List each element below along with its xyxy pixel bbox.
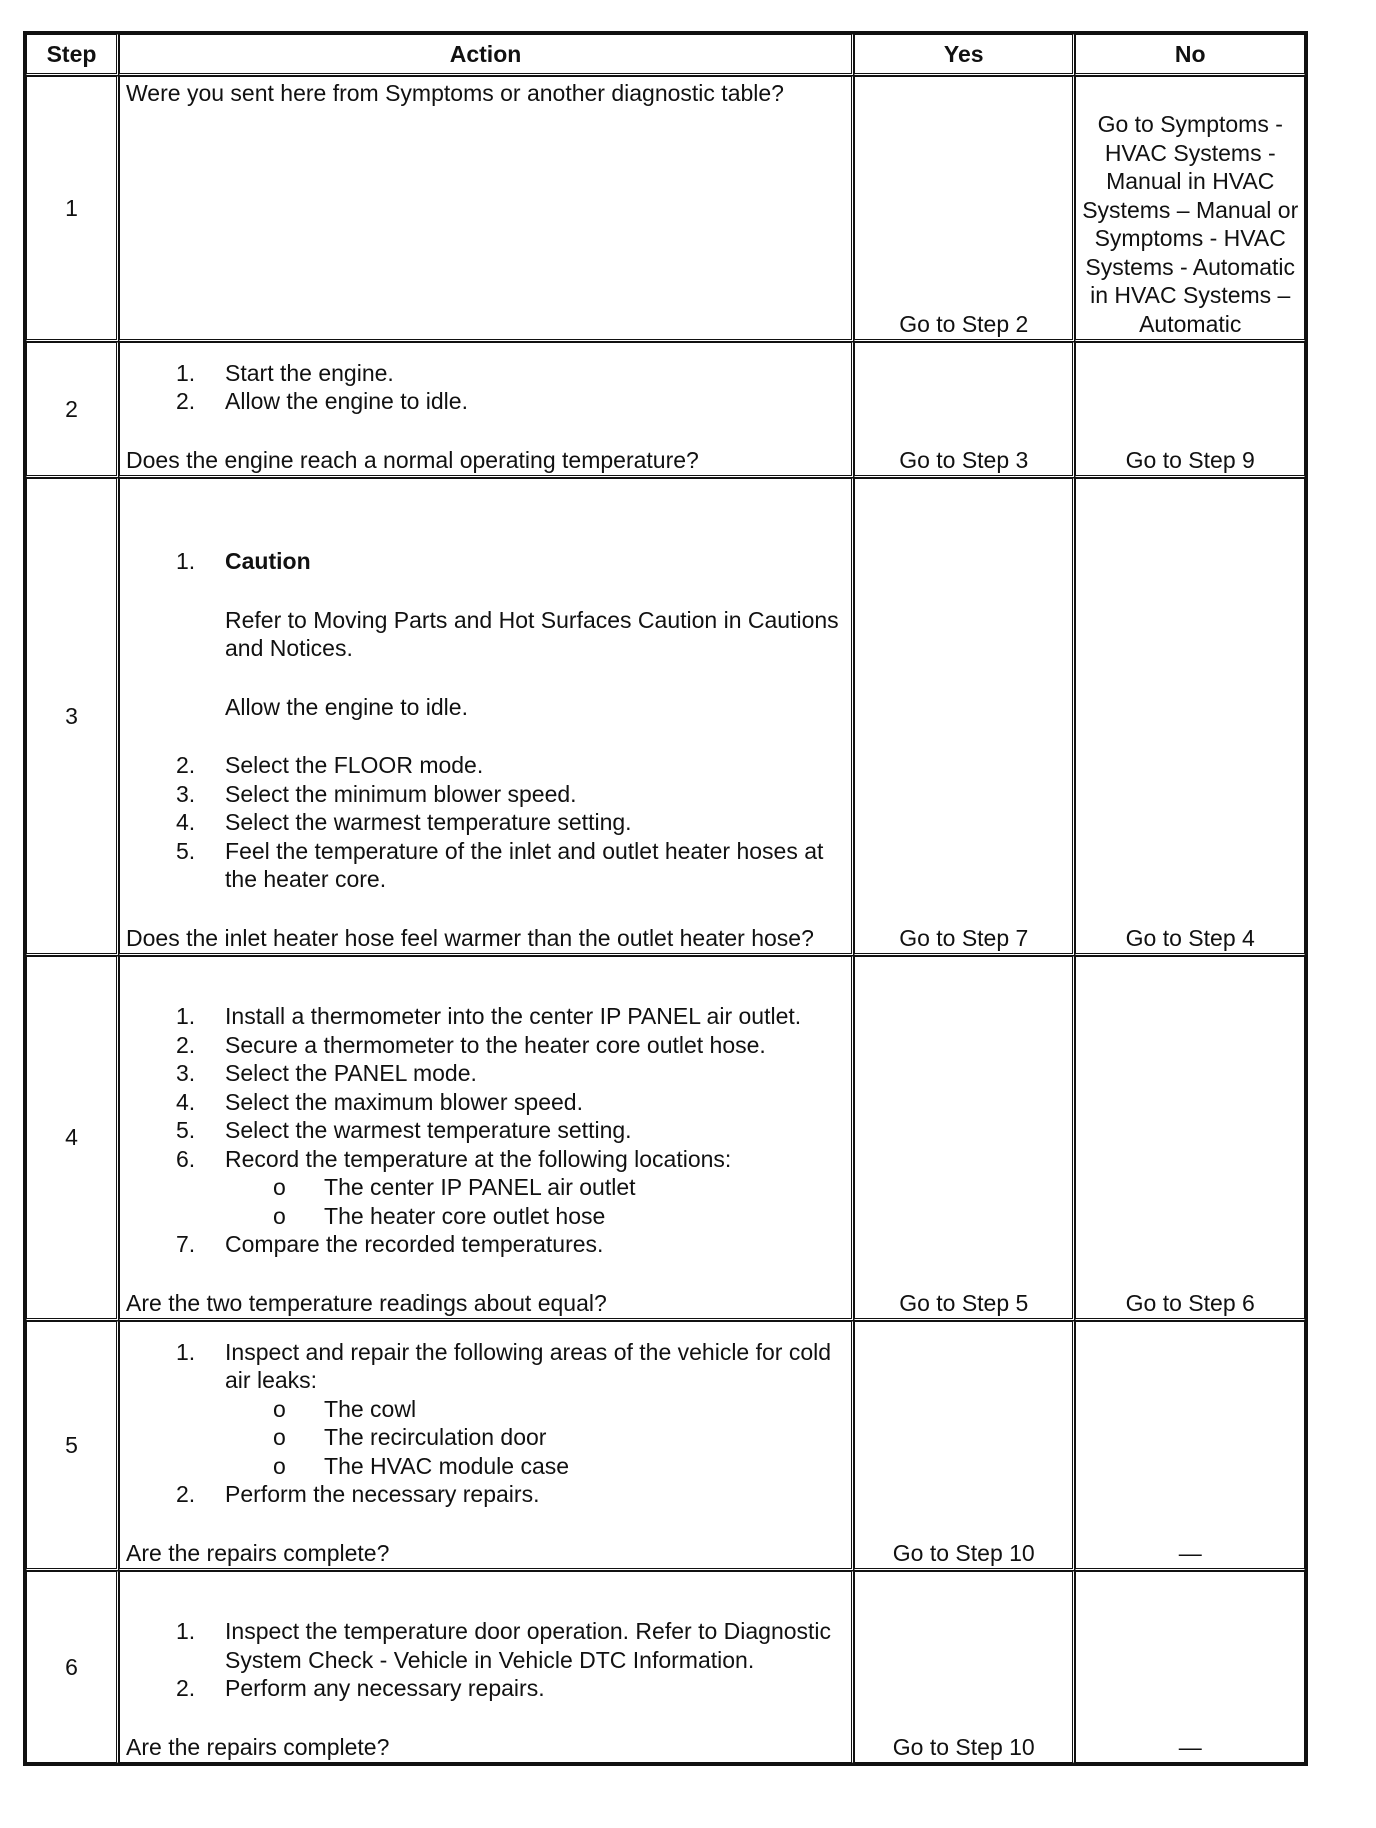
step-number: 2 — [26, 342, 119, 478]
action-cell — [119, 478, 854, 956]
header-action: Action — [119, 34, 854, 76]
list-item: 2. Perform the necessary repairs. — [176, 1481, 540, 1507]
step-number: 6 — [26, 1571, 119, 1763]
list-item: 7. Compare the recorded temperatures. — [176, 1231, 604, 1257]
list-item: 2. Select the FLOOR mode. — [176, 752, 484, 778]
diagnostic-table — [23, 31, 1308, 1766]
yes-cell: Go to Step 7 — [854, 478, 1075, 956]
sub-list — [225, 1395, 845, 1481]
list-item: 3. Select the minimum blower speed. — [176, 780, 577, 807]
list-item: 4. Select the maximum blower speed. — [176, 1088, 583, 1115]
question-text: Are the two temperature readings about equal? — [126, 1289, 607, 1316]
list-item: 1. Install a thermometer into the center IP PANEL air outlet. — [176, 1003, 802, 1029]
step-list — [126, 359, 845, 416]
yes-cell: Go to Step 5 — [854, 956, 1075, 1321]
table-row — [26, 478, 1305, 956]
yes-cell: Go to Step 10 — [854, 1571, 1075, 1763]
sub-list — [225, 1173, 845, 1230]
step-number: 4 — [26, 956, 119, 1321]
step-number: 3 — [26, 478, 119, 956]
sub-list-item: o The center IP PANEL air outlet — [273, 1174, 636, 1200]
header-row — [26, 34, 1305, 76]
no-cell: — — [1075, 1571, 1305, 1763]
list-item: 2. Secure a thermometer to the heater core outlet hose. — [176, 1031, 766, 1058]
list-item: 1. Inspect the temperature door operation. Refer to Diagnostic System Check - Vehicle in Vehicle DTC Information. — [176, 1618, 832, 1673]
step-number: 5 — [26, 1321, 119, 1571]
table-row — [26, 76, 1305, 342]
yes-cell: Go to Step 2 — [854, 76, 1075, 342]
yes-cell: Go to Step 10 — [854, 1321, 1075, 1571]
sub-list-item: o The cowl — [273, 1395, 417, 1422]
list-item: 4. Select the warmest temperature setting. — [176, 809, 632, 835]
list-item: 1. Caution Refer to Moving Parts and Hot Surfaces Caution in Cautions and Notices. Allow the engine to idle. — [126, 547, 845, 751]
caution-title: Caution — [225, 548, 311, 574]
step-list — [126, 1338, 845, 1509]
table-row — [26, 1321, 1305, 1571]
step-list — [126, 1002, 845, 1259]
step-list — [126, 1617, 845, 1703]
no-cell: Go to Step 4 — [1075, 478, 1305, 956]
table-row — [26, 956, 1305, 1321]
no-cell: Go to Step 6 — [1075, 956, 1305, 1321]
list-item: 1. Start the engine. — [176, 359, 394, 386]
question-text: Are the repairs complete? — [126, 1733, 390, 1760]
yes-cell: Go to Step 3 — [854, 342, 1075, 478]
sub-list-item: o The HVAC module case — [273, 1452, 570, 1479]
list-item: 2. Allow the engine to idle. — [176, 388, 468, 414]
action-cell — [119, 76, 854, 342]
table-row — [26, 1571, 1305, 1763]
no-cell: Go to Symptoms - HVAC Systems - Manual in HVAC Systems – Manual or Symptoms - HVAC Systems - Automatic in HVAC Systems – Automatic — [1075, 76, 1305, 342]
sub-list-item: o The recirculation door — [273, 1424, 547, 1450]
header-yes: Yes — [854, 34, 1075, 76]
caution-text: Refer to Moving Parts and Hot Surfaces Caution in Cautions and Notices. — [225, 606, 839, 661]
step-number: 1 — [26, 76, 119, 342]
table-row — [26, 342, 1305, 478]
list-item: 1. Inspect and repair the following areas of the vehicle for cold air leaks: o The cowl o The recirculation door o The HVAC module case — [126, 1338, 845, 1481]
list-item: 3. Select the PANEL mode. — [176, 1060, 477, 1086]
question-text: Were you sent here from Symptoms or another diagnostic table? — [126, 80, 784, 106]
question-text: Are the repairs complete? — [126, 1539, 390, 1566]
list-item: 5. Feel the temperature of the inlet and outlet heater hoses at the heater core. — [176, 837, 824, 892]
list-item: 6. Record the temperature at the following locations: o The center IP PANEL air outlet o The heater core outlet hose — [126, 1145, 845, 1231]
list-item: 2. Perform any necessary repairs. — [176, 1675, 545, 1701]
question-text: Does the inlet heater hose feel warmer than the outlet heater hose? — [126, 924, 814, 951]
action-cell — [119, 1571, 854, 1763]
header-no: No — [1075, 34, 1305, 76]
sub-list-item: o The heater core outlet hose — [273, 1202, 606, 1229]
question-text: Does the engine reach a normal operating temperature? — [126, 446, 699, 473]
step-list — [126, 547, 845, 894]
action-cell — [119, 1321, 854, 1571]
caution-action: Allow the engine to idle. — [225, 693, 468, 720]
list-item: 5. Select the warmest temperature setting. — [176, 1117, 632, 1143]
action-cell — [119, 956, 854, 1321]
no-cell: — — [1075, 1321, 1305, 1571]
action-cell — [119, 342, 854, 478]
header-step: Step — [26, 34, 119, 76]
no-cell: Go to Step 9 — [1075, 342, 1305, 478]
